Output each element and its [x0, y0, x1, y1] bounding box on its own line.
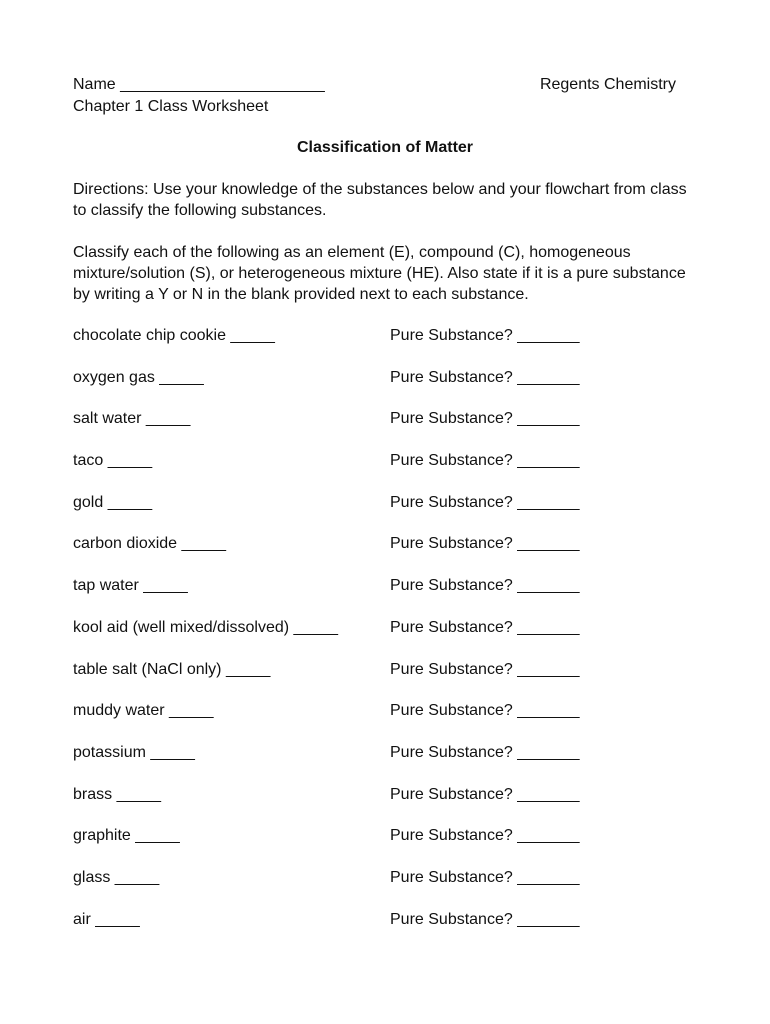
- substance-label: gold _____: [73, 493, 153, 511]
- course-label: Regents Chemistry: [539, 76, 676, 93]
- substance-label: taco _____: [73, 452, 153, 470]
- pure-substance-prompt: Pure Substance? _______: [390, 452, 580, 470]
- substance-label: graphite _____: [73, 827, 180, 845]
- list-item: [73, 742, 673, 784]
- pure-substance-prompt: Pure Substance? _______: [390, 327, 580, 344]
- list-item: [73, 867, 673, 909]
- substance-label: glass _____: [73, 868, 160, 886]
- substance-label: kool aid (well mixed/dissolved) _____: [73, 618, 339, 636]
- substance-label: potassium _____: [73, 743, 195, 761]
- pure-substance-prompt: Pure Substance? _______: [390, 368, 580, 386]
- substance-label: oxygen gas _____: [73, 368, 204, 386]
- pure-substance-prompt: Pure Substance? _______: [390, 410, 580, 428]
- instructions-paragraph: Classify each of the following as an element (E), compound (C), homogeneous mixture/solution (S), or heterogeneous mixture (HE). Also state if it is a pure substance by writing a Y or N in the blank provided next to each substance.: [73, 244, 686, 303]
- substance-label: salt water _____: [73, 410, 191, 428]
- name-line: Name _______________________: [73, 76, 325, 93]
- list-item: [73, 492, 673, 534]
- list-item: [73, 617, 673, 659]
- list-item: [73, 408, 673, 450]
- list-item: [73, 367, 673, 409]
- pure-substance-prompt: Pure Substance? _______: [390, 493, 580, 511]
- pure-substance-prompt: Pure Substance? _______: [390, 785, 580, 803]
- pure-substance-prompt: Pure Substance? _______: [390, 702, 580, 720]
- substance-label: tap water _____: [73, 577, 188, 595]
- substance-label: chocolate chip cookie _____: [73, 327, 275, 344]
- directions-paragraph: Directions: Use your knowledge of the substances below and your flowchart from class to classify the following substances.: [73, 181, 687, 219]
- list-item: [73, 909, 673, 951]
- list-item: [73, 825, 673, 867]
- worksheet-subtitle: Chapter 1 Class Worksheet: [73, 98, 269, 115]
- pure-substance-prompt: Pure Substance? _______: [390, 910, 580, 928]
- pure-substance-prompt: Pure Substance? _______: [390, 535, 580, 553]
- list-item: [73, 659, 673, 701]
- substance-label: air _____: [73, 910, 140, 928]
- pure-substance-prompt: Pure Substance? _______: [390, 743, 580, 761]
- list-item: [73, 533, 673, 575]
- substance-label: table salt (NaCl only) _____: [73, 660, 271, 678]
- page-title: Classification of Matter: [296, 139, 474, 156]
- pure-substance-prompt: Pure Substance? _______: [390, 660, 580, 678]
- pure-substance-prompt: Pure Substance? _______: [390, 577, 580, 595]
- list-item: [73, 575, 673, 617]
- substance-label: brass _____: [73, 785, 162, 803]
- list-item: [73, 325, 673, 367]
- pure-substance-prompt: Pure Substance? _______: [390, 618, 580, 636]
- list-item: [73, 450, 673, 492]
- substance-label: muddy water _____: [73, 702, 214, 720]
- header-row: [73, 74, 676, 95]
- list-item: [73, 784, 673, 826]
- list-item: [73, 700, 673, 742]
- substance-label: carbon dioxide _____: [73, 535, 227, 553]
- pure-substance-prompt: Pure Substance? _______: [390, 827, 580, 845]
- substance-list: [73, 325, 673, 950]
- pure-substance-prompt: Pure Substance? _______: [390, 868, 580, 886]
